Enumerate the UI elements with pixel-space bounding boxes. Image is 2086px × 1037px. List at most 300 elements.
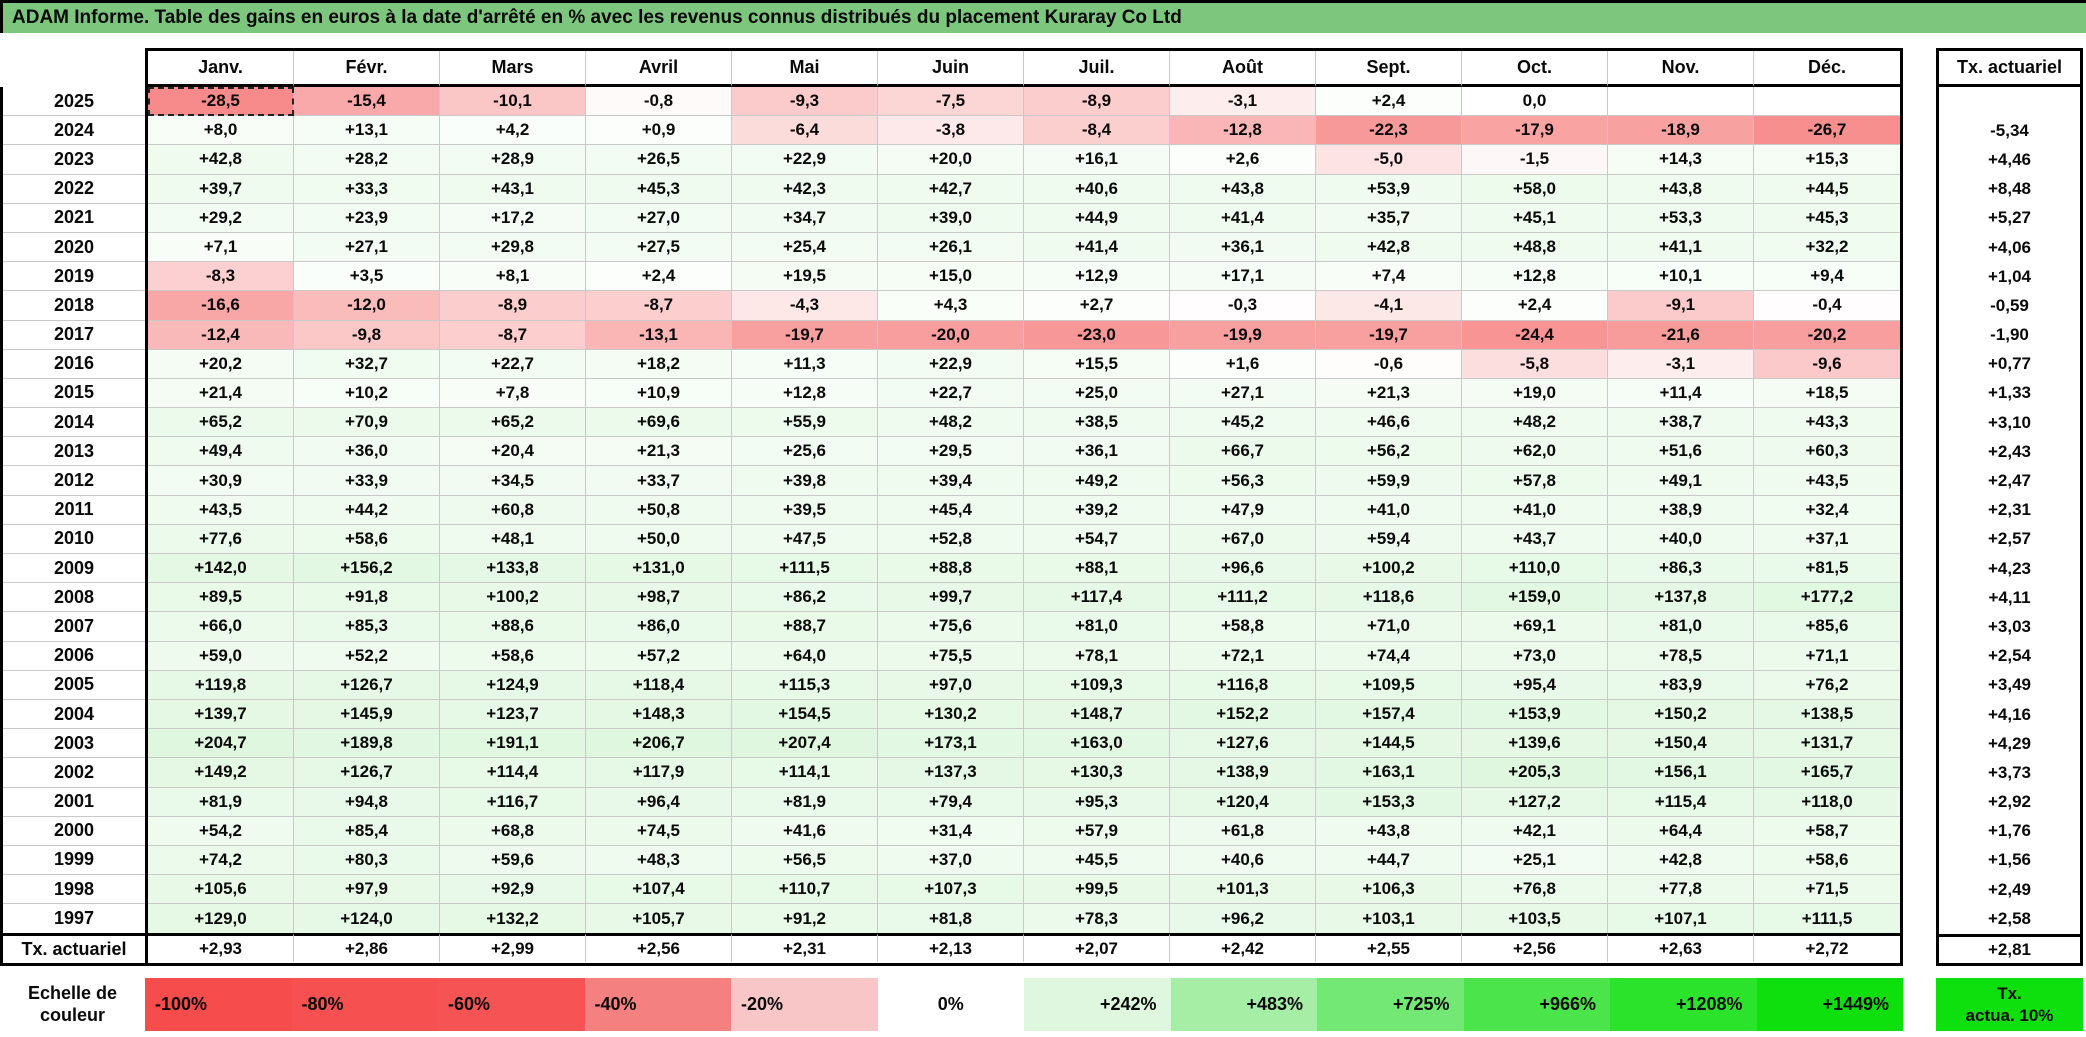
cell-2015-Mars[interactable]: +7,8	[440, 379, 586, 408]
tx-actuariel-2020[interactable]: +4,06	[1987, 237, 2031, 257]
cell-2018-Juil.[interactable]: +2,7	[1024, 291, 1170, 320]
cell-2000-Mars[interactable]: +68,8	[440, 817, 586, 846]
cell-2019-Mai[interactable]: +19,5	[732, 262, 878, 291]
cell-2021-Sept.[interactable]: +35,7	[1316, 204, 1462, 233]
cell-2013-Juin[interactable]: +29,5	[878, 437, 1024, 466]
cell-2009-Mars[interactable]: +133,8	[440, 554, 586, 583]
cell-1997-Mars[interactable]: +132,2	[440, 904, 586, 933]
cell-2017-Janv.[interactable]: -12,4	[148, 321, 294, 350]
cell-2021-Avril[interactable]: +27,0	[586, 204, 732, 233]
cell-2009-Sept.[interactable]: +100,2	[1316, 554, 1462, 583]
cell-2006-Mars[interactable]: +58,6	[440, 642, 586, 671]
cell-2024-Janv.[interactable]: +8,0	[148, 116, 294, 145]
cell-2006-Déc.[interactable]: +71,1	[1754, 642, 1900, 671]
cell-2016-Déc.[interactable]: -9,6	[1754, 350, 1900, 379]
tx-actuariel-2017[interactable]: -1,90	[1990, 325, 2029, 345]
cell-2008-Juil.[interactable]: +117,4	[1024, 583, 1170, 612]
cell-2017-Août[interactable]: -19,9	[1170, 321, 1316, 350]
cell-1998-Févr.[interactable]: +97,9	[294, 875, 440, 904]
cell-2018-Mars[interactable]: -8,9	[440, 291, 586, 320]
cell-2004-Juin[interactable]: +130,2	[878, 700, 1024, 729]
column-header-Mars[interactable]: Mars	[440, 51, 586, 87]
cell-2021-Août[interactable]: +41,4	[1170, 204, 1316, 233]
cell-2005-Juin[interactable]: +97,0	[878, 671, 1024, 700]
cell-2006-Avril[interactable]: +57,2	[586, 642, 732, 671]
cell-2010-Oct.[interactable]: +43,7	[1462, 525, 1608, 554]
cell-2013-Mai[interactable]: +25,6	[732, 437, 878, 466]
cell-2011-Oct.[interactable]: +41,0	[1462, 496, 1608, 525]
cell-2022-Mars[interactable]: +43,1	[440, 175, 586, 204]
cell-2014-Sept.[interactable]: +46,6	[1316, 408, 1462, 437]
cell-2000-Avril[interactable]: +74,5	[586, 817, 732, 846]
cell-1999-Mai[interactable]: +56,5	[732, 846, 878, 875]
row-header-2023[interactable]: 2023	[3, 145, 145, 174]
tx-actuariel-2019[interactable]: +1,04	[1987, 266, 2031, 286]
cell-2018-Juin[interactable]: +4,3	[878, 291, 1024, 320]
row-header-2018[interactable]: 2018	[3, 291, 145, 320]
column-header-Nov.[interactable]: Nov.	[1608, 51, 1754, 87]
cell-1998-Juil.[interactable]: +99,5	[1024, 875, 1170, 904]
tx-actuariel-1997[interactable]: +2,58	[1987, 908, 2031, 928]
row-header-2002[interactable]: 2002	[3, 758, 145, 787]
cell-1997-Août[interactable]: +96,2	[1170, 904, 1316, 933]
cell-1997-Juil.[interactable]: +78,3	[1024, 904, 1170, 933]
tx-row-cell-Avril[interactable]: +2,56	[586, 933, 732, 962]
row-header-2010[interactable]: 2010	[3, 525, 145, 554]
column-header-Févr.[interactable]: Févr.	[294, 51, 440, 87]
row-header-2020[interactable]: 2020	[3, 233, 145, 262]
tx-actuariel-1999[interactable]: +1,56	[1987, 850, 2031, 870]
cell-2023-Août[interactable]: +2,6	[1170, 145, 1316, 174]
cell-2025-Avril[interactable]: -0,8	[586, 87, 732, 116]
cell-2005-Sept.[interactable]: +109,5	[1316, 671, 1462, 700]
cell-1998-Mars[interactable]: +92,9	[440, 875, 586, 904]
cell-2000-Déc.[interactable]: +58,7	[1754, 817, 1900, 846]
cell-2003-Févr.[interactable]: +189,8	[294, 729, 440, 758]
cell-2023-Févr.[interactable]: +28,2	[294, 145, 440, 174]
tx-actuariel-2022[interactable]: +8,48	[1987, 179, 2031, 199]
cell-1998-Oct.[interactable]: +76,8	[1462, 875, 1608, 904]
cell-1998-Déc.[interactable]: +71,5	[1754, 875, 1900, 904]
cell-2020-Mars[interactable]: +29,8	[440, 233, 586, 262]
cell-2007-Oct.[interactable]: +69,1	[1462, 612, 1608, 641]
cell-2015-Juin[interactable]: +22,7	[878, 379, 1024, 408]
cell-2019-Juin[interactable]: +15,0	[878, 262, 1024, 291]
cell-2023-Déc.[interactable]: +15,3	[1754, 145, 1900, 174]
row-header-2008[interactable]: 2008	[3, 583, 145, 612]
cell-2017-Avril[interactable]: -13,1	[586, 321, 732, 350]
cell-2017-Mai[interactable]: -19,7	[732, 321, 878, 350]
cell-2004-Févr.[interactable]: +145,9	[294, 700, 440, 729]
cell-2005-Juil.[interactable]: +109,3	[1024, 671, 1170, 700]
tx-actuariel-total-cell[interactable]	[1936, 934, 2083, 966]
cell-2022-Mai[interactable]: +42,3	[732, 175, 878, 204]
cell-2024-Nov.[interactable]: -18,9	[1608, 116, 1754, 145]
cell-2006-Févr.[interactable]: +52,2	[294, 642, 440, 671]
cell-2022-Juin[interactable]: +42,7	[878, 175, 1024, 204]
cell-2010-Mai[interactable]: +47,5	[732, 525, 878, 554]
cell-2005-Nov.[interactable]: +83,9	[1608, 671, 1754, 700]
cell-2017-Déc.[interactable]: -20,2	[1754, 321, 1900, 350]
cell-2013-Sept.[interactable]: +56,2	[1316, 437, 1462, 466]
cell-1999-Juin[interactable]: +37,0	[878, 846, 1024, 875]
cell-2024-Févr.[interactable]: +13,1	[294, 116, 440, 145]
cell-1998-Nov.[interactable]: +77,8	[1608, 875, 1754, 904]
cell-2023-Janv.[interactable]: +42,8	[148, 145, 294, 174]
tx-actuariel-2024[interactable]: -5,34	[1990, 120, 2029, 140]
cell-2025-Déc.[interactable]	[1754, 87, 1900, 116]
cell-2009-Juin[interactable]: +88,8	[878, 554, 1024, 583]
cell-2012-Sept.[interactable]: +59,9	[1316, 466, 1462, 495]
cell-2011-Déc.[interactable]: +32,4	[1754, 496, 1900, 525]
cell-2007-Juil.[interactable]: +81,0	[1024, 612, 1170, 641]
cell-1997-Juin[interactable]: +81,8	[878, 904, 1024, 933]
tx-row-cell-Août[interactable]: +2,42	[1170, 933, 1316, 962]
tx-actuariel-2021[interactable]: +5,27	[1987, 208, 2031, 228]
cell-2017-Juil.[interactable]: -23,0	[1024, 321, 1170, 350]
cell-2005-Oct.[interactable]: +95,4	[1462, 671, 1608, 700]
cell-2009-Août[interactable]: +96,6	[1170, 554, 1316, 583]
cell-2016-Août[interactable]: +1,6	[1170, 350, 1316, 379]
cell-1997-Mai[interactable]: +91,2	[732, 904, 878, 933]
cell-2020-Juil.[interactable]: +41,4	[1024, 233, 1170, 262]
cell-2012-Nov.[interactable]: +49,1	[1608, 466, 1754, 495]
cell-2011-Août[interactable]: +47,9	[1170, 496, 1316, 525]
cell-2015-Déc.[interactable]: +18,5	[1754, 379, 1900, 408]
cell-2016-Févr.[interactable]: +32,7	[294, 350, 440, 379]
cell-2008-Nov.[interactable]: +137,8	[1608, 583, 1754, 612]
cell-2011-Nov.[interactable]: +38,9	[1608, 496, 1754, 525]
cell-2022-Août[interactable]: +43,8	[1170, 175, 1316, 204]
column-header-Janv.[interactable]: Janv.	[148, 51, 294, 87]
cell-2016-Avril[interactable]: +18,2	[586, 350, 732, 379]
cell-2011-Févr.[interactable]: +44,2	[294, 496, 440, 525]
cell-2015-Oct.[interactable]: +19,0	[1462, 379, 1608, 408]
cell-2002-Juin[interactable]: +137,3	[878, 758, 1024, 787]
cell-2010-Sept.[interactable]: +59,4	[1316, 525, 1462, 554]
cell-2016-Mai[interactable]: +11,3	[732, 350, 878, 379]
tx-row-cell-Janv.[interactable]: +2,93	[148, 933, 294, 962]
cell-2000-Nov.[interactable]: +64,4	[1608, 817, 1754, 846]
cell-2003-Déc.[interactable]: +131,7	[1754, 729, 1900, 758]
cell-2017-Juin[interactable]: -20,0	[878, 321, 1024, 350]
cell-2013-Nov.[interactable]: +51,6	[1608, 437, 1754, 466]
cell-2018-Avril[interactable]: -8,7	[586, 291, 732, 320]
cell-2022-Déc.[interactable]: +44,5	[1754, 175, 1900, 204]
cell-2002-Sept.[interactable]: +163,1	[1316, 758, 1462, 787]
row-header-2013[interactable]: 2013	[3, 437, 145, 466]
cell-2019-Janv.[interactable]: -8,3	[148, 262, 294, 291]
cell-2015-Mai[interactable]: +12,8	[732, 379, 878, 408]
cell-2016-Juil.[interactable]: +15,5	[1024, 350, 1170, 379]
tx-actuariel-2007[interactable]: +3,03	[1987, 616, 2031, 636]
cell-2021-Juin[interactable]: +39,0	[878, 204, 1024, 233]
cell-2010-Août[interactable]: +67,0	[1170, 525, 1316, 554]
column-header-Mai[interactable]: Mai	[732, 51, 878, 87]
tx-actuariel-2012[interactable]: +2,47	[1987, 471, 2031, 491]
cell-2007-Juin[interactable]: +75,6	[878, 612, 1024, 641]
cell-2021-Oct.[interactable]: +45,1	[1462, 204, 1608, 233]
cell-2020-Janv.[interactable]: +7,1	[148, 233, 294, 262]
cell-2008-Janv.[interactable]: +89,5	[148, 583, 294, 612]
cell-2004-Nov.[interactable]: +150,2	[1608, 700, 1754, 729]
tx-row-cell-Juil.[interactable]: +2,07	[1024, 933, 1170, 962]
cell-2020-Févr.[interactable]: +27,1	[294, 233, 440, 262]
cell-2005-Févr.[interactable]: +126,7	[294, 671, 440, 700]
tx-actuariel-1998[interactable]: +2,49	[1987, 879, 2031, 899]
cell-2009-Févr.[interactable]: +156,2	[294, 554, 440, 583]
cell-2025-Févr.[interactable]: -15,4	[294, 87, 440, 116]
cell-1999-Févr.[interactable]: +80,3	[294, 846, 440, 875]
cell-2014-Avril[interactable]: +69,6	[586, 408, 732, 437]
cell-2003-Mars[interactable]: +191,1	[440, 729, 586, 758]
column-header-Juin[interactable]: Juin	[878, 51, 1024, 87]
cell-2018-Janv.[interactable]: -16,6	[148, 291, 294, 320]
row-header-2022[interactable]: 2022	[3, 175, 145, 204]
cell-2014-Mars[interactable]: +65,2	[440, 408, 586, 437]
cell-2005-Janv.[interactable]: +119,8	[148, 671, 294, 700]
cell-2002-Déc.[interactable]: +165,7	[1754, 758, 1900, 787]
cell-1997-Janv.[interactable]: +129,0	[148, 904, 294, 933]
cell-2003-Juil.[interactable]: +163,0	[1024, 729, 1170, 758]
tx-actuariel-2005[interactable]: +3,49	[1987, 675, 2031, 695]
cell-2023-Sept.[interactable]: -5,0	[1316, 145, 1462, 174]
cell-2002-Mai[interactable]: +114,1	[732, 758, 878, 787]
cell-2005-Mai[interactable]: +115,3	[732, 671, 878, 700]
tx-actuariel-2002[interactable]: +3,73	[1987, 762, 2031, 782]
cell-2009-Avril[interactable]: +131,0	[586, 554, 732, 583]
row-header-2016[interactable]: 2016	[3, 350, 145, 379]
cell-2016-Sept.[interactable]: -0,6	[1316, 350, 1462, 379]
column-header-Juil.[interactable]: Juil.	[1024, 51, 1170, 87]
tx-row-cell-Oct.[interactable]: +2,56	[1462, 933, 1608, 962]
cell-2001-Août[interactable]: +120,4	[1170, 788, 1316, 817]
cell-2021-Mars[interactable]: +17,2	[440, 204, 586, 233]
tx-actuariel-2008[interactable]: +4,11	[1988, 587, 2031, 607]
cell-2001-Oct.[interactable]: +127,2	[1462, 788, 1608, 817]
tx-actuariel-2025[interactable]	[1939, 87, 2080, 116]
cell-2000-Août[interactable]: +61,8	[1170, 817, 1316, 846]
cell-2008-Mars[interactable]: +100,2	[440, 583, 586, 612]
cell-2024-Mars[interactable]: +4,2	[440, 116, 586, 145]
cell-2016-Janv.[interactable]: +20,2	[148, 350, 294, 379]
cell-2024-Sept.[interactable]: -22,3	[1316, 116, 1462, 145]
cell-2007-Mai[interactable]: +88,7	[732, 612, 878, 641]
cell-2002-Juil.[interactable]: +130,3	[1024, 758, 1170, 787]
cell-2018-Févr.[interactable]: -12,0	[294, 291, 440, 320]
cell-2021-Févr.[interactable]: +23,9	[294, 204, 440, 233]
cell-2022-Juil.[interactable]: +40,6	[1024, 175, 1170, 204]
cell-2001-Sept.[interactable]: +153,3	[1316, 788, 1462, 817]
cell-2022-Oct.[interactable]: +58,0	[1462, 175, 1608, 204]
cell-2002-Mars[interactable]: +114,4	[440, 758, 586, 787]
cell-2000-Juin[interactable]: +31,4	[878, 817, 1024, 846]
cell-2007-Janv.[interactable]: +66,0	[148, 612, 294, 641]
cell-1997-Nov.[interactable]: +107,1	[1608, 904, 1754, 933]
cell-2022-Févr.[interactable]: +33,3	[294, 175, 440, 204]
cell-2024-Août[interactable]: -12,8	[1170, 116, 1316, 145]
cell-2009-Déc.[interactable]: +81,5	[1754, 554, 1900, 583]
cell-2006-Oct.[interactable]: +73,0	[1462, 642, 1608, 671]
cell-2024-Mai[interactable]: -6,4	[732, 116, 878, 145]
cell-1998-Juin[interactable]: +107,3	[878, 875, 1024, 904]
cell-2017-Oct.[interactable]: -24,4	[1462, 321, 1608, 350]
cell-2012-Avril[interactable]: +33,7	[586, 466, 732, 495]
cell-1998-Mai[interactable]: +110,7	[732, 875, 878, 904]
cell-2020-Août[interactable]: +36,1	[1170, 233, 1316, 262]
cell-2011-Avril[interactable]: +50,8	[586, 496, 732, 525]
cell-2004-Avril[interactable]: +148,3	[586, 700, 732, 729]
cell-2018-Mai[interactable]: -4,3	[732, 291, 878, 320]
cell-2008-Août[interactable]: +111,2	[1170, 583, 1316, 612]
cell-2007-Févr.[interactable]: +85,3	[294, 612, 440, 641]
cell-1999-Juil.[interactable]: +45,5	[1024, 846, 1170, 875]
cell-2017-Févr.[interactable]: -9,8	[294, 321, 440, 350]
cell-2008-Oct.[interactable]: +159,0	[1462, 583, 1608, 612]
cell-2020-Nov.[interactable]: +41,1	[1608, 233, 1754, 262]
cell-2000-Févr.[interactable]: +85,4	[294, 817, 440, 846]
cell-2011-Juin[interactable]: +45,4	[878, 496, 1024, 525]
cell-2007-Nov.[interactable]: +81,0	[1608, 612, 1754, 641]
cell-2023-Mai[interactable]: +22,9	[732, 145, 878, 174]
cell-2019-Avril[interactable]: +2,4	[586, 262, 732, 291]
cell-2006-Août[interactable]: +72,1	[1170, 642, 1316, 671]
cell-2019-Juil.[interactable]: +12,9	[1024, 262, 1170, 291]
cell-2003-Avril[interactable]: +206,7	[586, 729, 732, 758]
cell-2025-Juil.[interactable]: -8,9	[1024, 87, 1170, 116]
cell-2012-Juin[interactable]: +39,4	[878, 466, 1024, 495]
cell-2012-Janv.[interactable]: +30,9	[148, 466, 294, 495]
cell-2008-Févr.[interactable]: +91,8	[294, 583, 440, 612]
row-header-2007[interactable]: 2007	[3, 612, 145, 641]
row-header-2001[interactable]: 2001	[3, 788, 145, 817]
cell-2001-Avril[interactable]: +96,4	[586, 788, 732, 817]
row-header-2009[interactable]: 2009	[3, 554, 145, 583]
tx-row-cell-Juin[interactable]: +2,13	[878, 933, 1024, 962]
cell-2023-Nov.[interactable]: +14,3	[1608, 145, 1754, 174]
cell-2015-Août[interactable]: +27,1	[1170, 379, 1316, 408]
cell-2025-Août[interactable]: -3,1	[1170, 87, 1316, 116]
cell-2018-Août[interactable]: -0,3	[1170, 291, 1316, 320]
row-header-1999[interactable]: 1999	[3, 846, 145, 875]
cell-2020-Mai[interactable]: +25,4	[732, 233, 878, 262]
row-header-2017[interactable]: 2017	[3, 321, 145, 350]
cell-2019-Nov.[interactable]: +10,1	[1608, 262, 1754, 291]
cell-2012-Mai[interactable]: +39,8	[732, 466, 878, 495]
cell-2011-Juil.[interactable]: +39,2	[1024, 496, 1170, 525]
cell-2022-Avril[interactable]: +45,3	[586, 175, 732, 204]
cell-2016-Oct.[interactable]: -5,8	[1462, 350, 1608, 379]
cell-2006-Juin[interactable]: +75,5	[878, 642, 1024, 671]
cell-2004-Oct.[interactable]: +153,9	[1462, 700, 1608, 729]
cell-1999-Déc.[interactable]: +58,6	[1754, 846, 1900, 875]
cell-2020-Juin[interactable]: +26,1	[878, 233, 1024, 262]
cell-2001-Juin[interactable]: +79,4	[878, 788, 1024, 817]
cell-2010-Févr.[interactable]: +58,6	[294, 525, 440, 554]
row-header-2015[interactable]: 2015	[3, 379, 145, 408]
cell-2013-Oct.[interactable]: +62,0	[1462, 437, 1608, 466]
tx-row-cell-Déc.[interactable]: +2,72	[1754, 933, 1900, 962]
cell-2013-Août[interactable]: +66,7	[1170, 437, 1316, 466]
column-header-Déc.[interactable]: Déc.	[1754, 51, 1900, 87]
cell-2000-Sept.[interactable]: +43,8	[1316, 817, 1462, 846]
cell-2006-Janv.[interactable]: +59,0	[148, 642, 294, 671]
cell-1997-Oct.[interactable]: +103,5	[1462, 904, 1608, 933]
cell-2014-Mai[interactable]: +55,9	[732, 408, 878, 437]
cell-2016-Mars[interactable]: +22,7	[440, 350, 586, 379]
cell-2012-Juil.[interactable]: +49,2	[1024, 466, 1170, 495]
cell-2021-Juil.[interactable]: +44,9	[1024, 204, 1170, 233]
cell-2019-Déc.[interactable]: +9,4	[1754, 262, 1900, 291]
cell-2020-Sept.[interactable]: +42,8	[1316, 233, 1462, 262]
cell-2012-Déc.[interactable]: +43,5	[1754, 466, 1900, 495]
tx-actuariel-2014[interactable]: +3,10	[1987, 412, 2031, 432]
cell-2015-Nov.[interactable]: +11,4	[1608, 379, 1754, 408]
cell-2007-Déc.[interactable]: +85,6	[1754, 612, 1900, 641]
cell-2008-Mai[interactable]: +86,2	[732, 583, 878, 612]
cell-2025-Sept.[interactable]: +2,4	[1316, 87, 1462, 116]
cell-2017-Sept.[interactable]: -19,7	[1316, 321, 1462, 350]
cell-2008-Déc.[interactable]: +177,2	[1754, 583, 1900, 612]
tx-actuariel-2006[interactable]: +2,54	[1987, 646, 2031, 666]
cell-2011-Mai[interactable]: +39,5	[732, 496, 878, 525]
cell-2014-Nov.[interactable]: +38,7	[1608, 408, 1754, 437]
row-header-2006[interactable]: 2006	[3, 642, 145, 671]
cell-2003-Janv.[interactable]: +204,7	[148, 729, 294, 758]
cell-2015-Sept.[interactable]: +21,3	[1316, 379, 1462, 408]
cell-2001-Janv.[interactable]: +81,9	[148, 788, 294, 817]
cell-2015-Avril[interactable]: +10,9	[586, 379, 732, 408]
cell-2015-Janv.[interactable]: +21,4	[148, 379, 294, 408]
cell-2004-Janv.[interactable]: +139,7	[148, 700, 294, 729]
cell-1999-Août[interactable]: +40,6	[1170, 846, 1316, 875]
cell-2022-Janv.[interactable]: +39,7	[148, 175, 294, 204]
cell-2007-Août[interactable]: +58,8	[1170, 612, 1316, 641]
cell-2018-Déc.[interactable]: -0,4	[1754, 291, 1900, 320]
cell-1997-Févr.[interactable]: +124,0	[294, 904, 440, 933]
cell-2006-Juil.[interactable]: +78,1	[1024, 642, 1170, 671]
cell-2011-Mars[interactable]: +60,8	[440, 496, 586, 525]
cell-2013-Janv.[interactable]: +49,4	[148, 437, 294, 466]
cell-1999-Oct.[interactable]: +25,1	[1462, 846, 1608, 875]
cell-2001-Déc.[interactable]: +118,0	[1754, 788, 1900, 817]
cell-2019-Oct.[interactable]: +12,8	[1462, 262, 1608, 291]
cell-2001-Mai[interactable]: +81,9	[732, 788, 878, 817]
cell-2019-Févr.[interactable]: +3,5	[294, 262, 440, 291]
cell-2005-Avril[interactable]: +118,4	[586, 671, 732, 700]
cell-2024-Oct.[interactable]: -17,9	[1462, 116, 1608, 145]
tx-actuariel-2013[interactable]: +2,43	[1987, 441, 2031, 461]
cell-2024-Juin[interactable]: -3,8	[878, 116, 1024, 145]
tx-row-cell-Mai[interactable]: +2,31	[732, 933, 878, 962]
row-header-2021[interactable]: 2021	[3, 204, 145, 233]
cell-2002-Janv.[interactable]: +149,2	[148, 758, 294, 787]
cell-2013-Avril[interactable]: +21,3	[586, 437, 732, 466]
cell-2000-Mai[interactable]: +41,6	[732, 817, 878, 846]
column-header-Oct.[interactable]: Oct.	[1462, 51, 1608, 87]
cell-2025-Janv.[interactable]: -28,5	[148, 87, 294, 116]
cell-2004-Juil.[interactable]: +148,7	[1024, 700, 1170, 729]
column-header-Sept.[interactable]: Sept.	[1316, 51, 1462, 87]
tx-actuariel-2015[interactable]: +1,33	[1987, 383, 2031, 403]
cell-2025-Mai[interactable]: -9,3	[732, 87, 878, 116]
column-header-Août[interactable]: Août	[1170, 51, 1316, 87]
row-header-2019[interactable]: 2019	[3, 262, 145, 291]
cell-2023-Avril[interactable]: +26,5	[586, 145, 732, 174]
tx-row-cell-Févr.[interactable]: +2,86	[294, 933, 440, 962]
cell-1997-Déc.[interactable]: +111,5	[1754, 904, 1900, 933]
tx-actuariel-2016[interactable]: +0,77	[1987, 354, 2031, 374]
